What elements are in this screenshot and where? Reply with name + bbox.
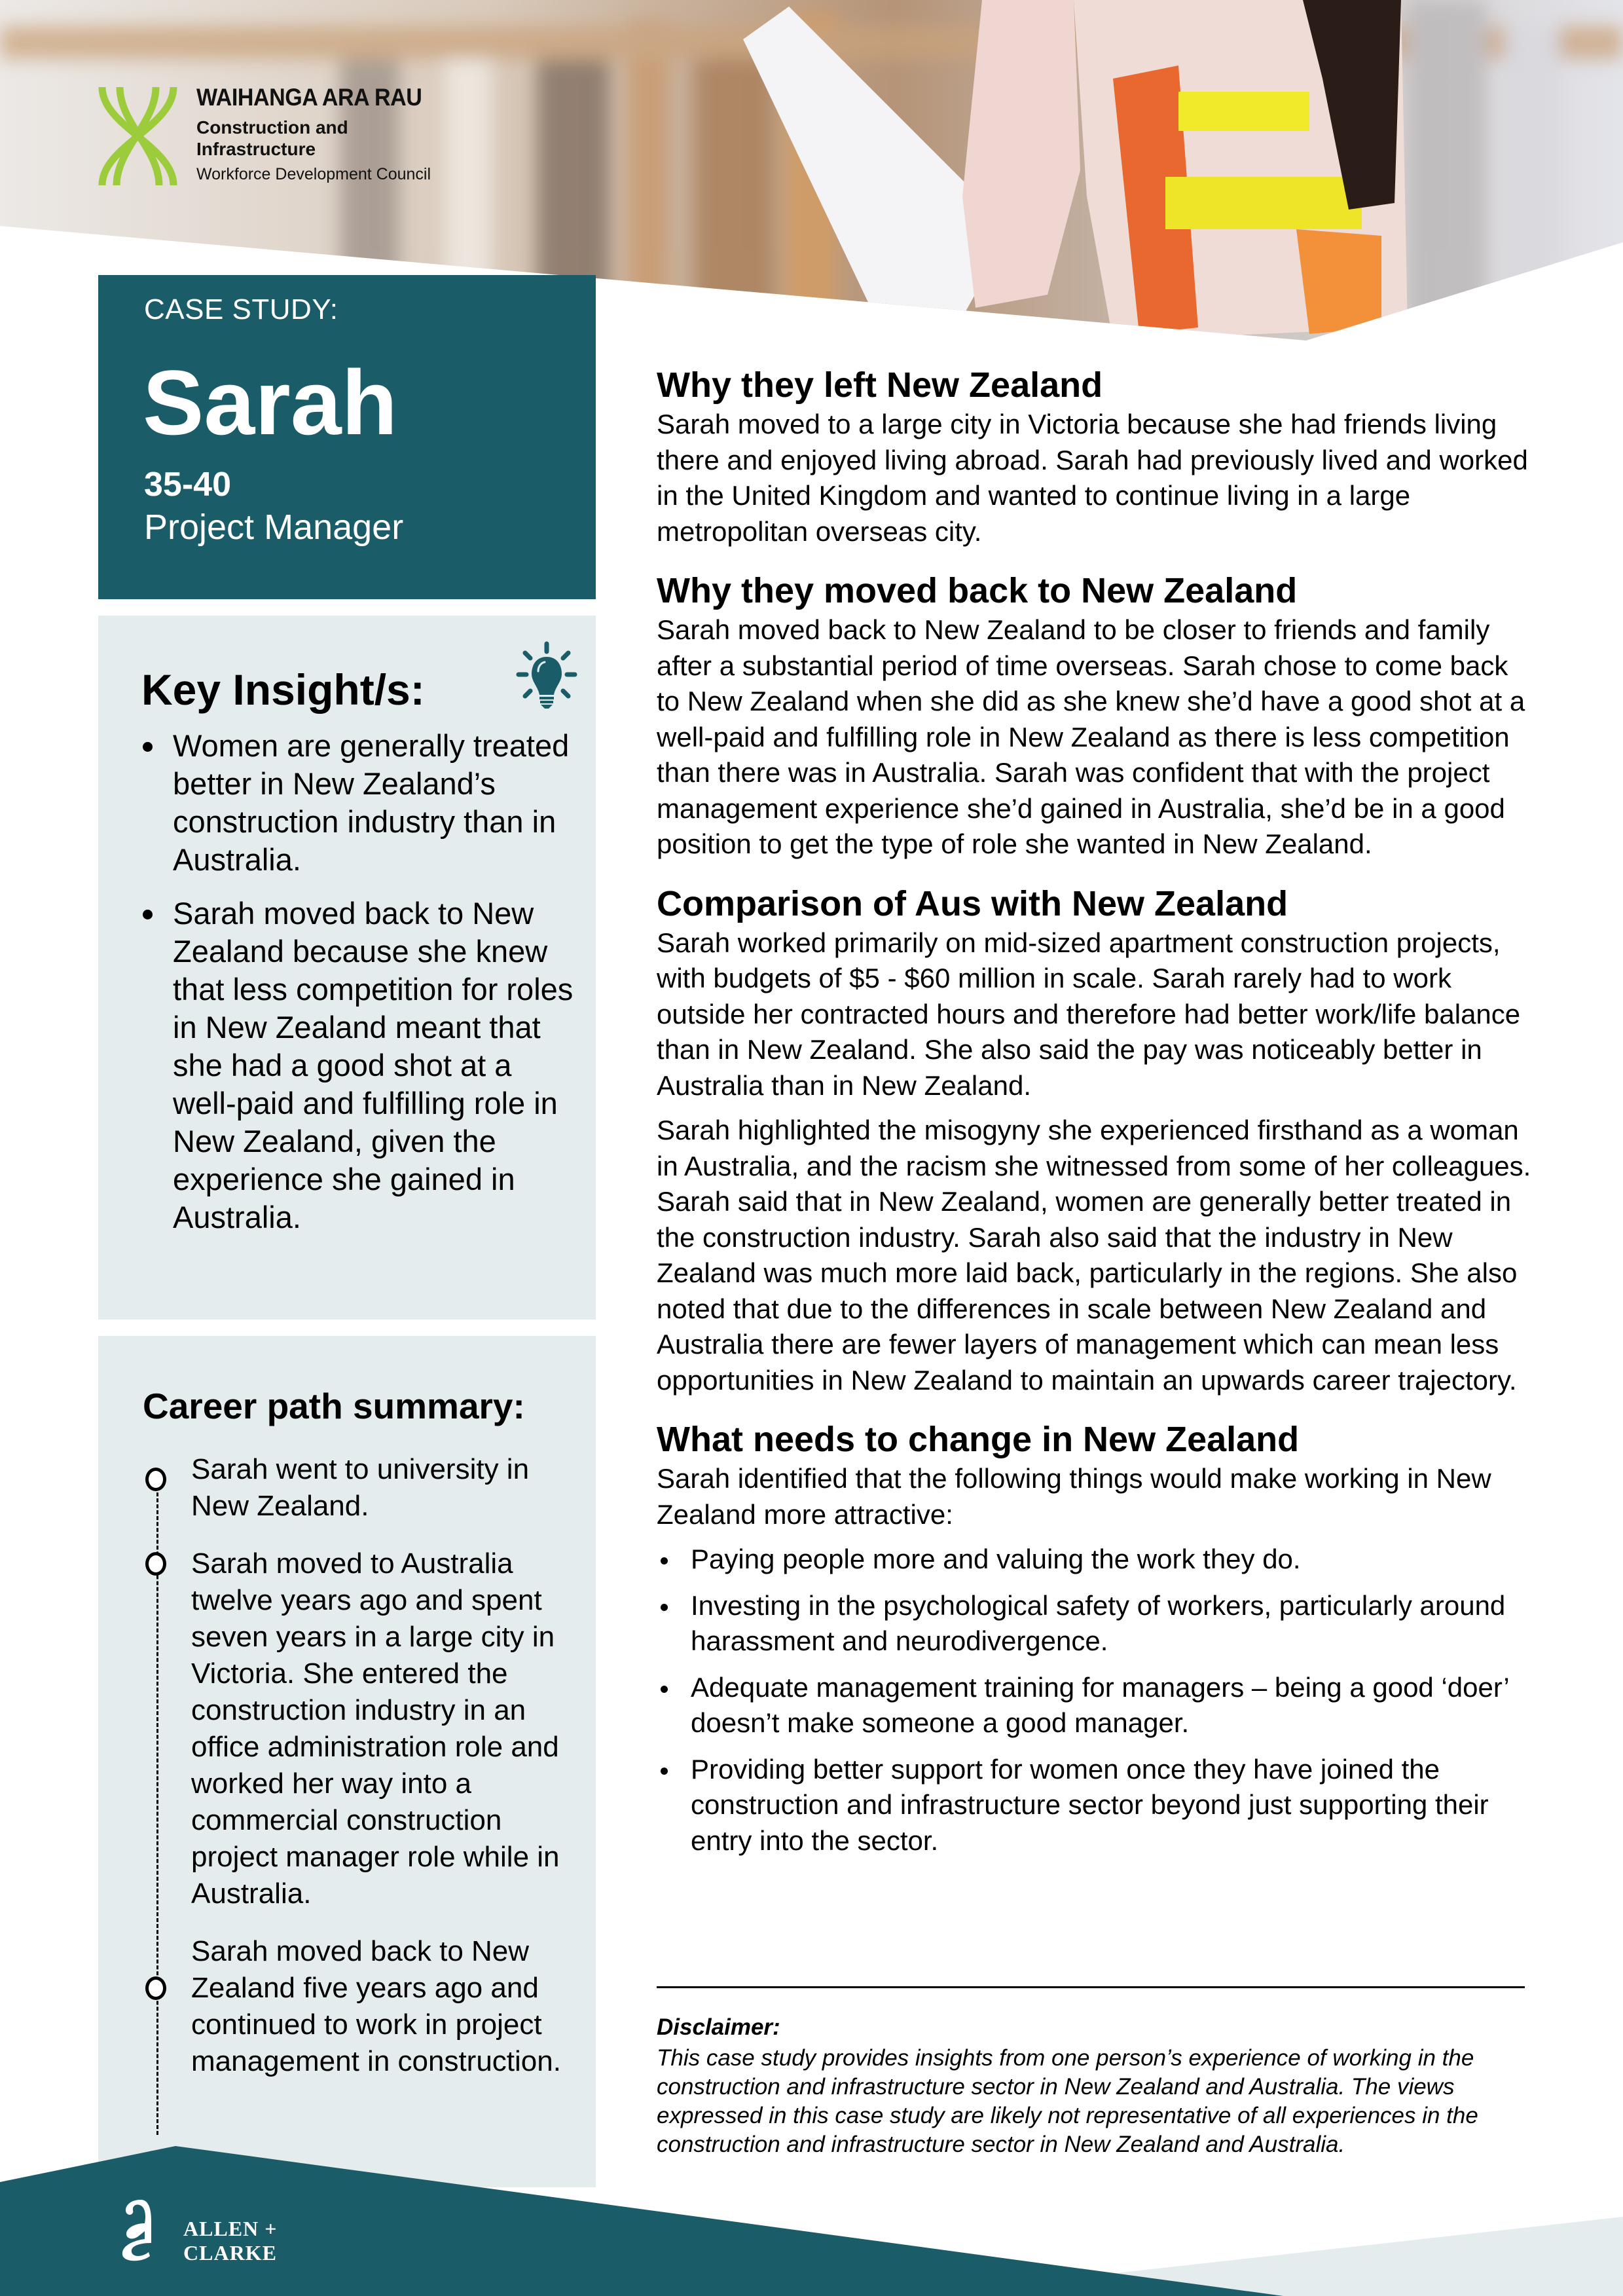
divider <box>657 1986 1525 1988</box>
ac-monogram-icon <box>115 2197 173 2263</box>
insight-item: Women are generally treated better in New Zealand’s construction industry than in Australia. <box>141 727 574 879</box>
footer-band <box>0 2096 1623 2296</box>
section-paragraph: Sarah identified that the following things would make working in New Zealand more attractive: <box>657 1463 1491 1530</box>
career-item: Sarah moved to Australia twelve years ago and spent seven years in a large city in Victoria. She entered the construction industry in an office administration role and worked her way into a commercial construction project manager role while in Australia. <box>191 1547 560 1910</box>
timeline-dot-icon <box>145 1468 166 1491</box>
org-subtitle-line1: Construction and <box>196 117 348 138</box>
allen-clarke-wordmark: ALLEN + CLARKE <box>183 2217 278 2265</box>
section-heading: Why they moved back to New Zealand <box>657 571 1298 610</box>
allen-clarke-logo <box>115 2197 376 2263</box>
key-insights-list <box>141 727 574 1252</box>
org-council: Workforce Development Council <box>196 165 431 183</box>
disclaimer-text: This case study provides insights from one person’s experience of working in the construction and infrastructure sector in New Zealand and Australia. The views expressed in this case study are likely not representative of all experiences in the construction and infrastructure sector in New Zealand and Australia. <box>657 2045 1478 2157</box>
section-what-needs-change <box>657 1418 1534 1859</box>
wdc-logo <box>97 84 464 189</box>
section-heading: Why they left New Zealand <box>657 365 1103 405</box>
section-why-left <box>657 363 1534 549</box>
change-item: Adequate management training for managers – being a good ‘doer’ doesn’t make someone a good manager. <box>657 1670 1534 1741</box>
case-study-label: CASE STUDY: <box>144 293 338 325</box>
key-insights-panel <box>98 616 596 1320</box>
section-comparison <box>657 882 1534 1399</box>
main-content <box>657 363 1534 1878</box>
profile-panel <box>98 275 596 599</box>
change-item: Providing better support for women once they have joined the construction and infrastructure sector beyond just supporting their entry into the sector. <box>657 1752 1534 1859</box>
disclaimer-heading: Disclaimer: <box>657 2014 780 2040</box>
change-list <box>657 1542 1534 1859</box>
career-path-panel <box>98 1336 596 2187</box>
section-why-moved-back <box>657 569 1534 862</box>
change-item: Paying people more and valuing the work they do. <box>657 1542 1534 1578</box>
timeline-dot-icon <box>145 1552 166 1576</box>
career-path-heading: Career path summary: <box>143 1386 525 1426</box>
insight-item: Sarah moved back to New Zealand because she knew that less competition for roles in New Zealand meant that she had a good shot at a well-paid and fulfilling role in New Zealand, given the experience she gained in Australia. <box>141 895 574 1236</box>
section-paragraph: Sarah highlighted the misogyny she experienced firsthand as a woman in Australia, and the racism she witnessed from some of her colleagues. Sarah said that in New Zealand, women are generally better treated in the construction industry. Sarah also said that the industry in New Zealand was much more laid back, particularly in the regions. She also noted that due to the differences in scale between New Zealand and Australia there are fewer layers of management which can mean less opportunities in New Zealand to maintain an upwards career trajectory. <box>657 1115 1531 1396</box>
section-paragraph: Sarah worked primarily on mid-sized apartment construction projects, with budgets of $5 - $60 million in scale. Sarah rarely had to work outside her contracted hours and therefore had better work/life balance than in New Zealand. She also said the pay was noticeably better in Australia than in New Zealand. <box>657 927 1521 1101</box>
person-name: Sarah <box>143 351 398 454</box>
org-title: WAIHANGA ARA RAU <box>196 84 422 111</box>
career-item: Sarah went to university in New Zealand. <box>191 1453 530 1522</box>
section-heading: Comparison of Aus with New Zealand <box>657 883 1288 923</box>
section-heading: What needs to change in New Zealand <box>657 1420 1300 1459</box>
section-paragraph: Sarah moved back to New Zealand to be closer to friends and family after a substantial period of time overseas. Sarah chose to come back to New Zealand when she did as she knew she’d have a good shot at a well-paid and fulfilling role in New Zealand as there is less competition than there was in Australia. Sarah was confident that with the project management experience she’d gained in Australia, she’d be in a good position to get the type of role she wanted in New Zealand. <box>657 614 1525 859</box>
lightbulb-icon <box>511 639 583 711</box>
timeline-dashed-line <box>156 1487 158 2135</box>
section-paragraph: Sarah moved to a large city in Victoria because she had friends living there and enjoyed living abroad. Sarah had previously lived and worked in the United Kingdom and wanted to continue living in a large metropolitan overseas city. <box>657 409 1528 547</box>
timeline-dot-icon <box>145 1976 166 2000</box>
woven-x-logo-icon <box>97 87 179 185</box>
job-title: Project Manager <box>144 508 404 547</box>
career-item: Sarah moved back to New Zealand five years ago and continued to work in project management in construction. <box>191 1935 561 2077</box>
age-range: 35-40 <box>144 466 231 504</box>
org-subtitle-line2: Infrastructure <box>196 139 316 159</box>
key-insights-heading: Key Insight/s: <box>141 665 425 714</box>
change-item: Investing in the psychological safety of workers, particularly around harassment and neurodivergence. <box>657 1588 1534 1659</box>
